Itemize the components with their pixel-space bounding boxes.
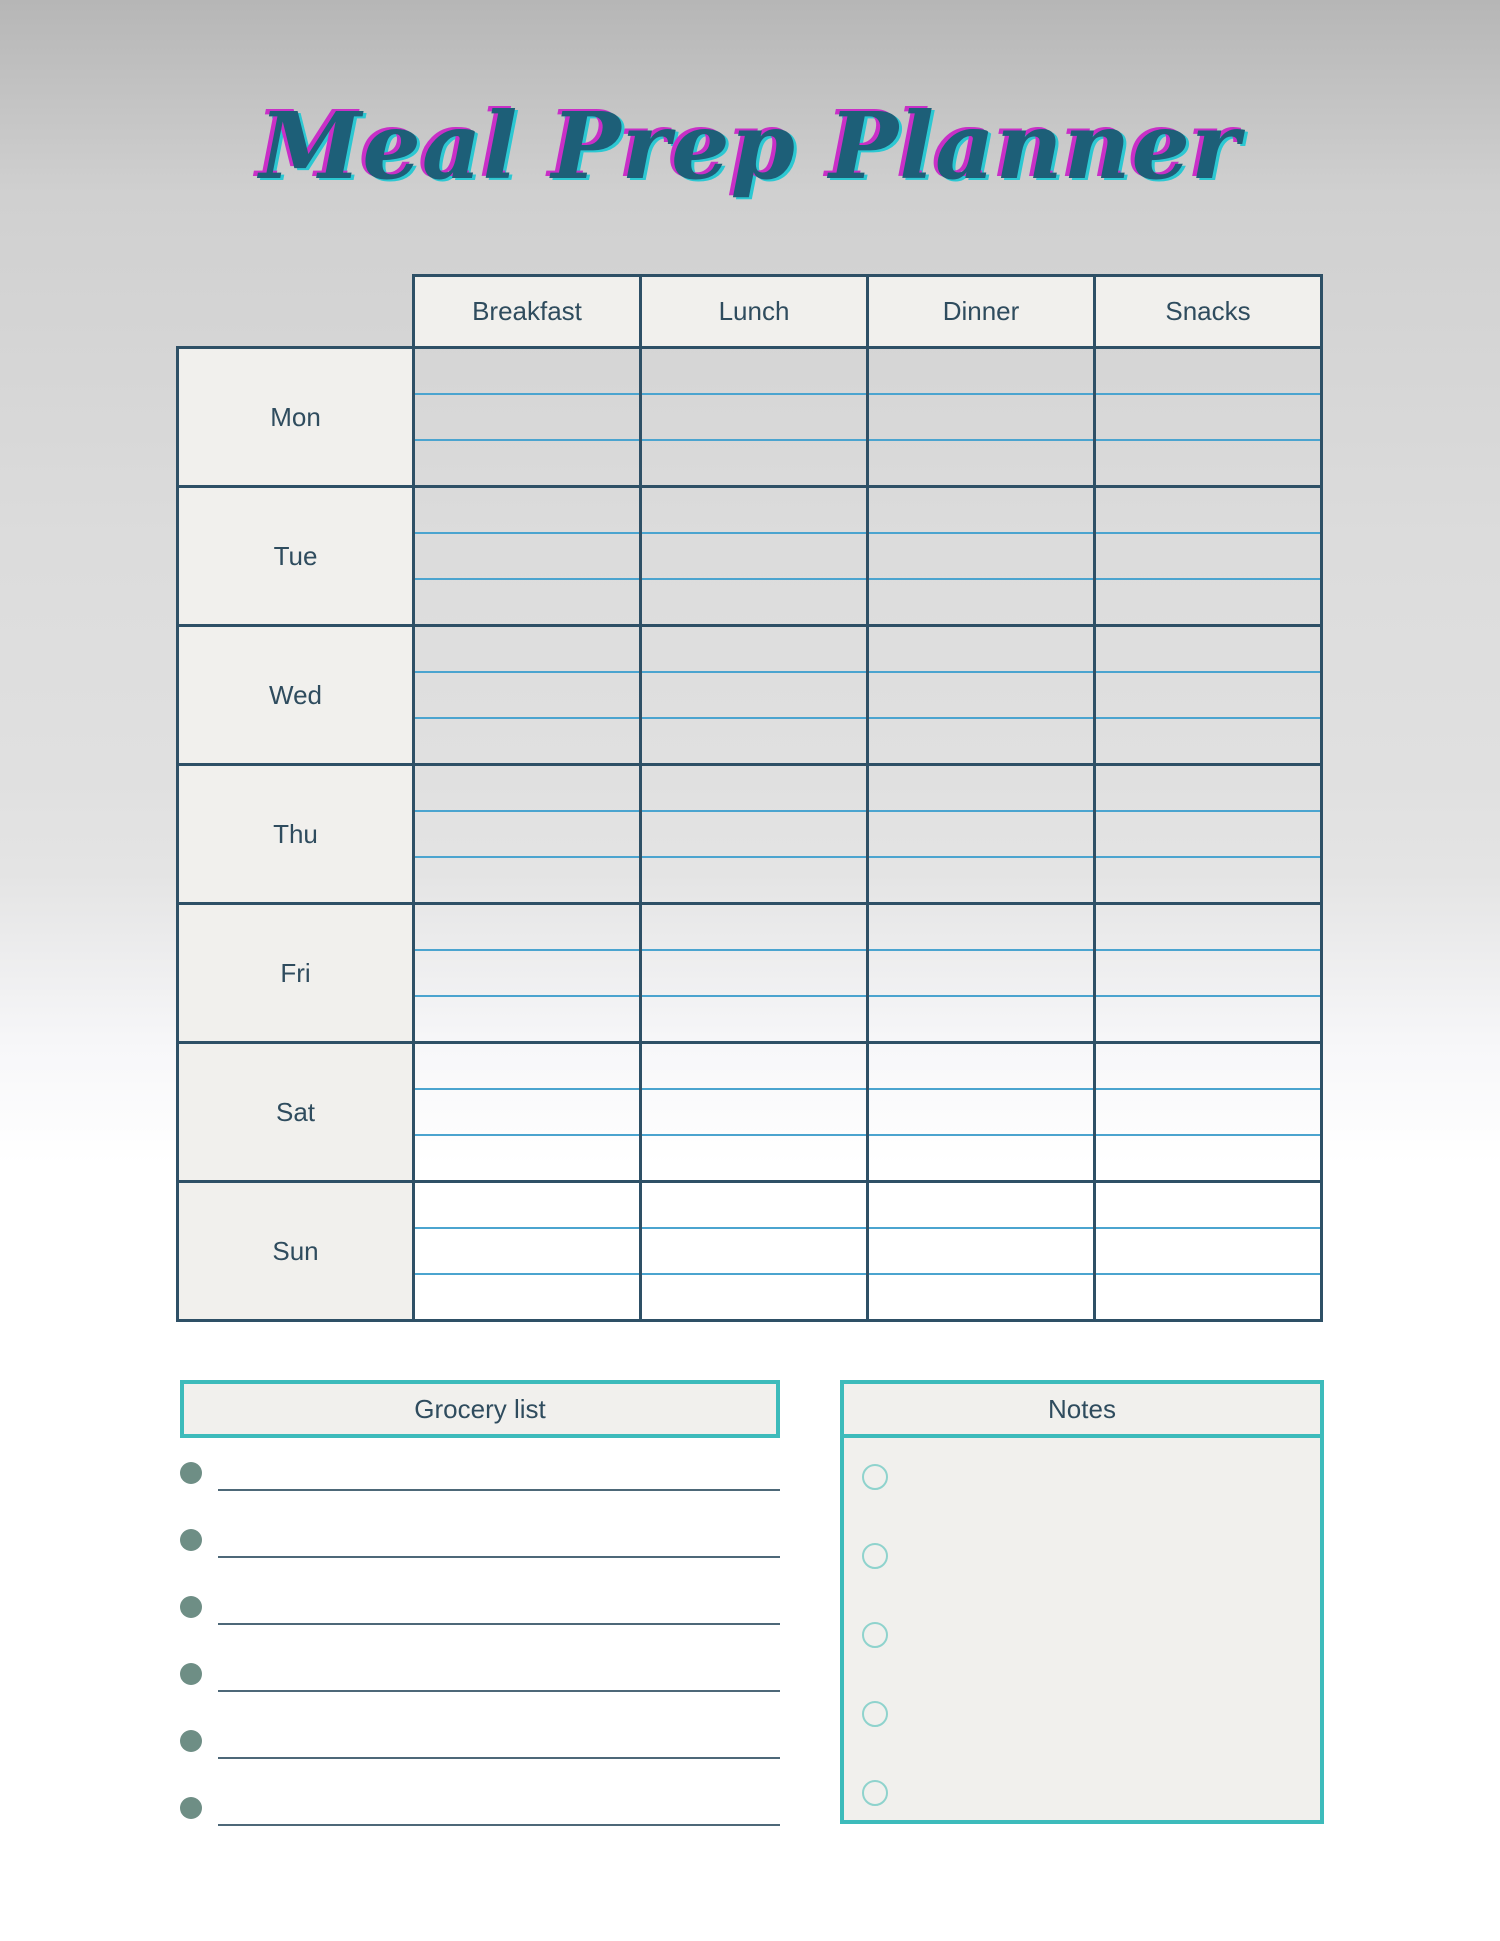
- day-label-wed: Wed: [178, 626, 414, 765]
- meal-cell-sun-breakfast[interactable]: [414, 1182, 641, 1321]
- column-header-breakfast: Breakfast: [414, 276, 641, 348]
- meal-cell-fri-lunch[interactable]: [641, 904, 868, 1043]
- meal-cell-sat-snacks[interactable]: [1095, 1043, 1322, 1182]
- grocery-list-title: Grocery list: [180, 1380, 780, 1438]
- meal-cell-wed-dinner[interactable]: [868, 626, 1095, 765]
- grocery-item: [180, 1594, 780, 1661]
- checkbox-circle-icon[interactable]: [862, 1780, 888, 1806]
- meal-cell-tue-breakfast[interactable]: [414, 487, 641, 626]
- meal-cell-mon-lunch[interactable]: [641, 348, 868, 487]
- grocery-item: [180, 1527, 780, 1594]
- grocery-item: [180, 1795, 780, 1862]
- meal-cell-tue-lunch[interactable]: [641, 487, 868, 626]
- meal-cell-thu-breakfast[interactable]: [414, 765, 641, 904]
- header-row: [178, 276, 1322, 348]
- grocery-write-line[interactable]: [218, 1556, 780, 1558]
- checkbox-circle-icon[interactable]: [862, 1543, 888, 1569]
- meal-cell-thu-snacks[interactable]: [1095, 765, 1322, 904]
- checkbox-circle-icon[interactable]: [862, 1622, 888, 1648]
- meal-cell-wed-lunch[interactable]: [641, 626, 868, 765]
- meal-cell-mon-breakfast[interactable]: [414, 348, 641, 487]
- meal-plan-grid: [176, 274, 1323, 1322]
- notes-item: [862, 1543, 888, 1622]
- column-header-lunch: Lunch: [641, 276, 868, 348]
- meal-cell-tue-dinner[interactable]: [868, 487, 1095, 626]
- bullet-dot-icon: [180, 1797, 202, 1819]
- meal-cell-wed-snacks[interactable]: [1095, 626, 1322, 765]
- meal-cell-tue-snacks[interactable]: [1095, 487, 1322, 626]
- notes-panel: [840, 1380, 1324, 1824]
- day-label-mon: Mon: [178, 348, 414, 487]
- grocery-item: [180, 1661, 780, 1728]
- meal-cell-sat-breakfast[interactable]: [414, 1043, 641, 1182]
- checkbox-circle-icon[interactable]: [862, 1701, 888, 1727]
- notes-item: [862, 1622, 888, 1701]
- day-label-thu: Thu: [178, 765, 414, 904]
- grocery-list: [180, 1460, 780, 1862]
- bullet-dot-icon: [180, 1529, 202, 1551]
- grocery-write-line[interactable]: [218, 1489, 780, 1491]
- meal-cell-mon-dinner[interactable]: [868, 348, 1095, 487]
- day-label-sat: Sat: [178, 1043, 414, 1182]
- notes-list: [862, 1464, 888, 1859]
- meal-cell-sat-lunch[interactable]: [641, 1043, 868, 1182]
- day-row-mon: [178, 348, 1322, 487]
- page-title: Meal Prep Planner: [259, 92, 1241, 200]
- day-row-fri: [178, 904, 1322, 1043]
- bullet-dot-icon: [180, 1462, 202, 1484]
- bullet-dot-icon: [180, 1663, 202, 1685]
- meal-cell-sat-dinner[interactable]: [868, 1043, 1095, 1182]
- meal-cell-sun-snacks[interactable]: [1095, 1182, 1322, 1321]
- meal-cell-sun-dinner[interactable]: [868, 1182, 1095, 1321]
- meal-cell-thu-dinner[interactable]: [868, 765, 1095, 904]
- grocery-write-line[interactable]: [218, 1757, 780, 1759]
- grocery-item: [180, 1460, 780, 1527]
- checkbox-circle-icon[interactable]: [862, 1464, 888, 1490]
- meal-cell-fri-dinner[interactable]: [868, 904, 1095, 1043]
- day-row-tue: [178, 487, 1322, 626]
- corner-cell: [178, 276, 414, 348]
- grocery-item: [180, 1728, 780, 1795]
- meal-cell-mon-snacks[interactable]: [1095, 348, 1322, 487]
- notes-item: [862, 1701, 888, 1780]
- day-row-sun: [178, 1182, 1322, 1321]
- notes-item: [862, 1780, 888, 1859]
- grocery-write-line[interactable]: [218, 1623, 780, 1625]
- day-row-thu: [178, 765, 1322, 904]
- meal-cell-wed-breakfast[interactable]: [414, 626, 641, 765]
- notes-item: [862, 1464, 888, 1543]
- day-label-tue: Tue: [178, 487, 414, 626]
- bullet-dot-icon: [180, 1730, 202, 1752]
- meal-cell-thu-lunch[interactable]: [641, 765, 868, 904]
- column-header-snacks: Snacks: [1095, 276, 1322, 348]
- meal-cell-fri-breakfast[interactable]: [414, 904, 641, 1043]
- grocery-write-line[interactable]: [218, 1824, 780, 1826]
- grocery-write-line[interactable]: [218, 1690, 780, 1692]
- day-label-sun: Sun: [178, 1182, 414, 1321]
- notes-title: Notes: [844, 1384, 1320, 1438]
- day-row-wed: [178, 626, 1322, 765]
- day-row-sat: [178, 1043, 1322, 1182]
- day-label-fri: Fri: [178, 904, 414, 1043]
- bullet-dot-icon: [180, 1596, 202, 1618]
- column-header-dinner: Dinner: [868, 276, 1095, 348]
- meal-cell-sun-lunch[interactable]: [641, 1182, 868, 1321]
- meal-cell-fri-snacks[interactable]: [1095, 904, 1322, 1043]
